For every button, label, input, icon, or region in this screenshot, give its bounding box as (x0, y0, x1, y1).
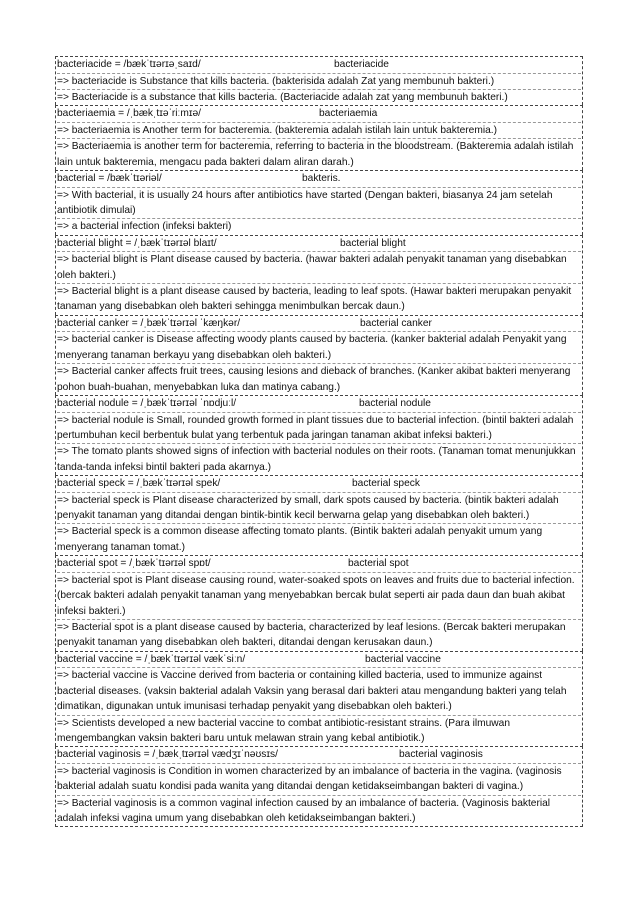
glossary-entry (55, 105, 583, 170)
entry-headword-row (57, 396, 581, 413)
entry-headword-row (57, 747, 581, 764)
entry-term: bacterial vaginosis (399, 749, 483, 761)
entry-definition-line (57, 668, 581, 715)
entry-definition-line (57, 493, 581, 525)
glossary-entry (55, 170, 583, 235)
entry-definition-text: => bacterial speck is Plant disease characterized by small, dark spots caused by bacteria. (bintik bakteri adalah penyakit tanaman yang ditandai dengan bintik-bintik kecil berwarna gelap yang disebabkan oleh bakteri.) (57, 494, 559, 522)
entry-definition-line (57, 90, 581, 105)
entry-term: bacteriacide (334, 59, 389, 70)
entry-definition-text: => bacterial vaginosis is Condition in women characterized by an imbalance of bacteria in the vagina. (vaginosis bakterial adalah suatu kondisi pada wanita yang ditandai dengan ketidakseimbangan bakteri di vagina.) (57, 765, 562, 793)
entry-definition-line (57, 620, 581, 651)
entry-definition-text: => Bacteriaemia is another term for bacteremia, referring to bacteria in the bloodstream. (Bakteremia adalah istilah lain untuk bakteremia, mengacu pada bakteri dalam aliran darah.) (57, 141, 574, 168)
glossary-entry (55, 746, 583, 827)
entry-headword-row (57, 476, 581, 493)
entry-definition-text: => Bacteriacide is a substance that kills bacteria. (Bacteriacide adalah zat yang membunuh bakteri.) (57, 91, 508, 103)
entry-headword: bacterial = /bækˈtɪəriəl/ (57, 173, 162, 185)
entry-definition-line (57, 524, 581, 555)
entry-definition-line (57, 764, 581, 796)
entry-term: bacterial nodule (359, 398, 431, 409)
glossary-entry (55, 395, 583, 475)
entry-headword: bacteriaemia = /ˌbækˌtɪəˈriːmɪə/ (57, 108, 201, 120)
entry-term: bacterial blight (340, 237, 406, 249)
entry-definition-text: => bacterial canker is Disease affecting woody plants caused by bacteria. (kanker bakterial adalah Penyakit yang menyerang tanaman berkayu yang disebabkan oleh bakteri.) (57, 334, 567, 361)
entry-headword-row (57, 171, 581, 188)
glossary-page (55, 56, 583, 827)
entry-definition-text: => bacterial nodule is Small, rounded growth formed in plant tissues due to bacterial infection. (bintil bakteri adalah pertumbuhan kecil berbentuk bulat yang terbentuk pada jaringan tanaman akibat infeksi bakteri.) (57, 414, 574, 441)
entry-definition-text: => bacterial blight is Plant disease caused by bacteria. (hawar bakteri adalah penyakit tanaman yang disebabkan oleh bakteri.) (57, 254, 567, 281)
entry-definition-line (57, 139, 581, 170)
entry-definition-line (57, 219, 581, 234)
glossary-entry (55, 651, 583, 747)
entry-definition-line (57, 332, 581, 364)
entry-headword-row (57, 556, 581, 573)
entry-definition-line (57, 188, 581, 220)
entry-headword: bacterial vaginosis = /ˌbækˌtɪərɪəl vædʒɪˈnəʊsɪs/ (57, 749, 278, 761)
entry-definition-line (57, 74, 581, 90)
entry-definition-text: => With bacterial, it is usually 24 hours after antibiotics have started (Dengan bakteri, biasanya 24 jam setelah antibiotik dimulai) (57, 189, 553, 216)
glossary-entry (55, 475, 583, 555)
entry-definition-text: => bacterial spot is Plant disease causing round, water-soaked spots on leaves and fruits due to bacterial infection. (bercak bakteri adalah penyakit tanaman yang menyebabkan bercak bulat seperti air pada daun dan buah akibat infeksi bakteri.) (57, 574, 575, 617)
entry-term: bakteris. (302, 173, 341, 185)
glossary-entry (55, 315, 583, 395)
entry-headword-row (57, 57, 581, 74)
entry-definition-text: => a bacterial infection (infeksi bakteri) (57, 221, 232, 233)
entry-definition-line (57, 444, 581, 475)
entry-headword: bacterial spot = /ˌbækˈtɪərɪəl spɒt/ (57, 558, 211, 570)
entry-definition-text: => Bacterial canker affects fruit trees, causing lesions and dieback of branches. (Kanker akibat bakteri menyerang pohon buah-buahan, menyebabkan luka dan matinya cabang.) (57, 366, 571, 393)
entry-headword-row (57, 316, 581, 333)
entry-definition-text: => Bacterial spot is a plant disease caused by bacteria, characterized by leaf lesions. (Bercak bakteri merupakan penyakit tanaman yang disebabkan oleh bakteri, ditandai dengan kerusakan daun.) (57, 621, 566, 649)
entry-definition-line (57, 716, 581, 747)
entry-headword-row (57, 236, 581, 253)
glossary-entry (55, 235, 583, 315)
entry-term: bacterial vaccine (365, 653, 441, 665)
entry-term: bacterial spot (348, 558, 409, 570)
entry-definition-line (57, 413, 581, 445)
entry-headword: bacterial vaccine = /ˌbækˈtɪərɪəl vækˈsiːn/ (57, 653, 246, 665)
entry-definition-text: => Bacterial vaginosis is a common vaginal infection caused by an imbalance of bacteria. (Vaginosis bakterial adalah infeksi vagina umum yang disebabkan oleh ketidakseimbangan bakteri.) (57, 797, 551, 825)
entry-definition-text: => Bacterial blight is a plant disease caused by bacteria, leading to leaf spots. (Hawar bakteri merupakan penyakit tanaman yang disebabkan oleh bakteri sehingga menimbulkan bercak daun.) (57, 286, 572, 313)
entry-definition-line (57, 573, 581, 620)
entry-definition-text: => Bacterial speck is a common disease affecting tomato plants. (Bintik bakteri adalah penyakit umum yang menyerang tanaman tomat.) (57, 526, 543, 553)
entry-headword: bacterial canker = /ˌbækˈtɪərɪəl ˈkæŋkər/ (57, 317, 241, 329)
entry-definition-line (57, 796, 581, 827)
entry-definition-text: => bacteriaemia is Another term for bacteremia. (bakteremia adalah istilah lain untuk bakteremia.) (57, 124, 497, 136)
entry-headword-row (57, 652, 581, 669)
glossary-entry (55, 555, 583, 651)
entry-headword: bacterial nodule = /ˌbækˈtɪərɪəl ˈnɒdjuːl/ (57, 398, 237, 409)
entry-definition-line (57, 123, 581, 139)
entry-term: bacterial canker (360, 317, 432, 329)
glossary-entry (55, 56, 583, 105)
entry-headword: bacteriacide = /bækˈtɪərɪəˌsaɪd/ (57, 59, 201, 70)
entry-term: bacterial speck (352, 478, 420, 490)
entry-headword: bacterial blight = /ˌbækˈtɪərɪəl blaɪt/ (57, 237, 217, 249)
entry-definition-text: => bacteriacide is Substance that kills bacteria. (bakterisida adalah Zat yang membunuh bakteri.) (57, 75, 495, 87)
entry-definition-text: => Scientists developed a new bacterial vaccine to combat antibiotic-resistant strains. (Para ilmuwan mengembangkan vaksin bakteri baru untuk melawan strain yang kebal antibiotik.) (57, 717, 511, 744)
entry-term: bacteriaemia (319, 108, 378, 120)
entry-definition-line (57, 252, 581, 284)
entry-definition-line (57, 364, 581, 395)
entry-definition-line (57, 284, 581, 315)
entry-headword-row (57, 106, 581, 123)
entry-definition-text: => The tomato plants showed signs of infection with bacterial nodules on their roots. (Tanaman tomat menunjukkan tanda-tanda infeksi bintil bakteri pada akarnya.) (57, 446, 576, 473)
entry-definition-text: => bacterial vaccine is Vaccine derived from bacteria or containing killed bacteria, used to immunize against bacterial diseases. (vaksin bakterial adalah Vaksin yang berasal dari bakteri atau mengandung bakteri yang telah dimatikan, digunakan untuk imunisasi terhadap penyakit yang disebabkan oleh bakteri.) (57, 670, 567, 713)
entry-headword: bacterial speck = /ˌbækˈtɪərɪəl spek/ (57, 478, 221, 490)
